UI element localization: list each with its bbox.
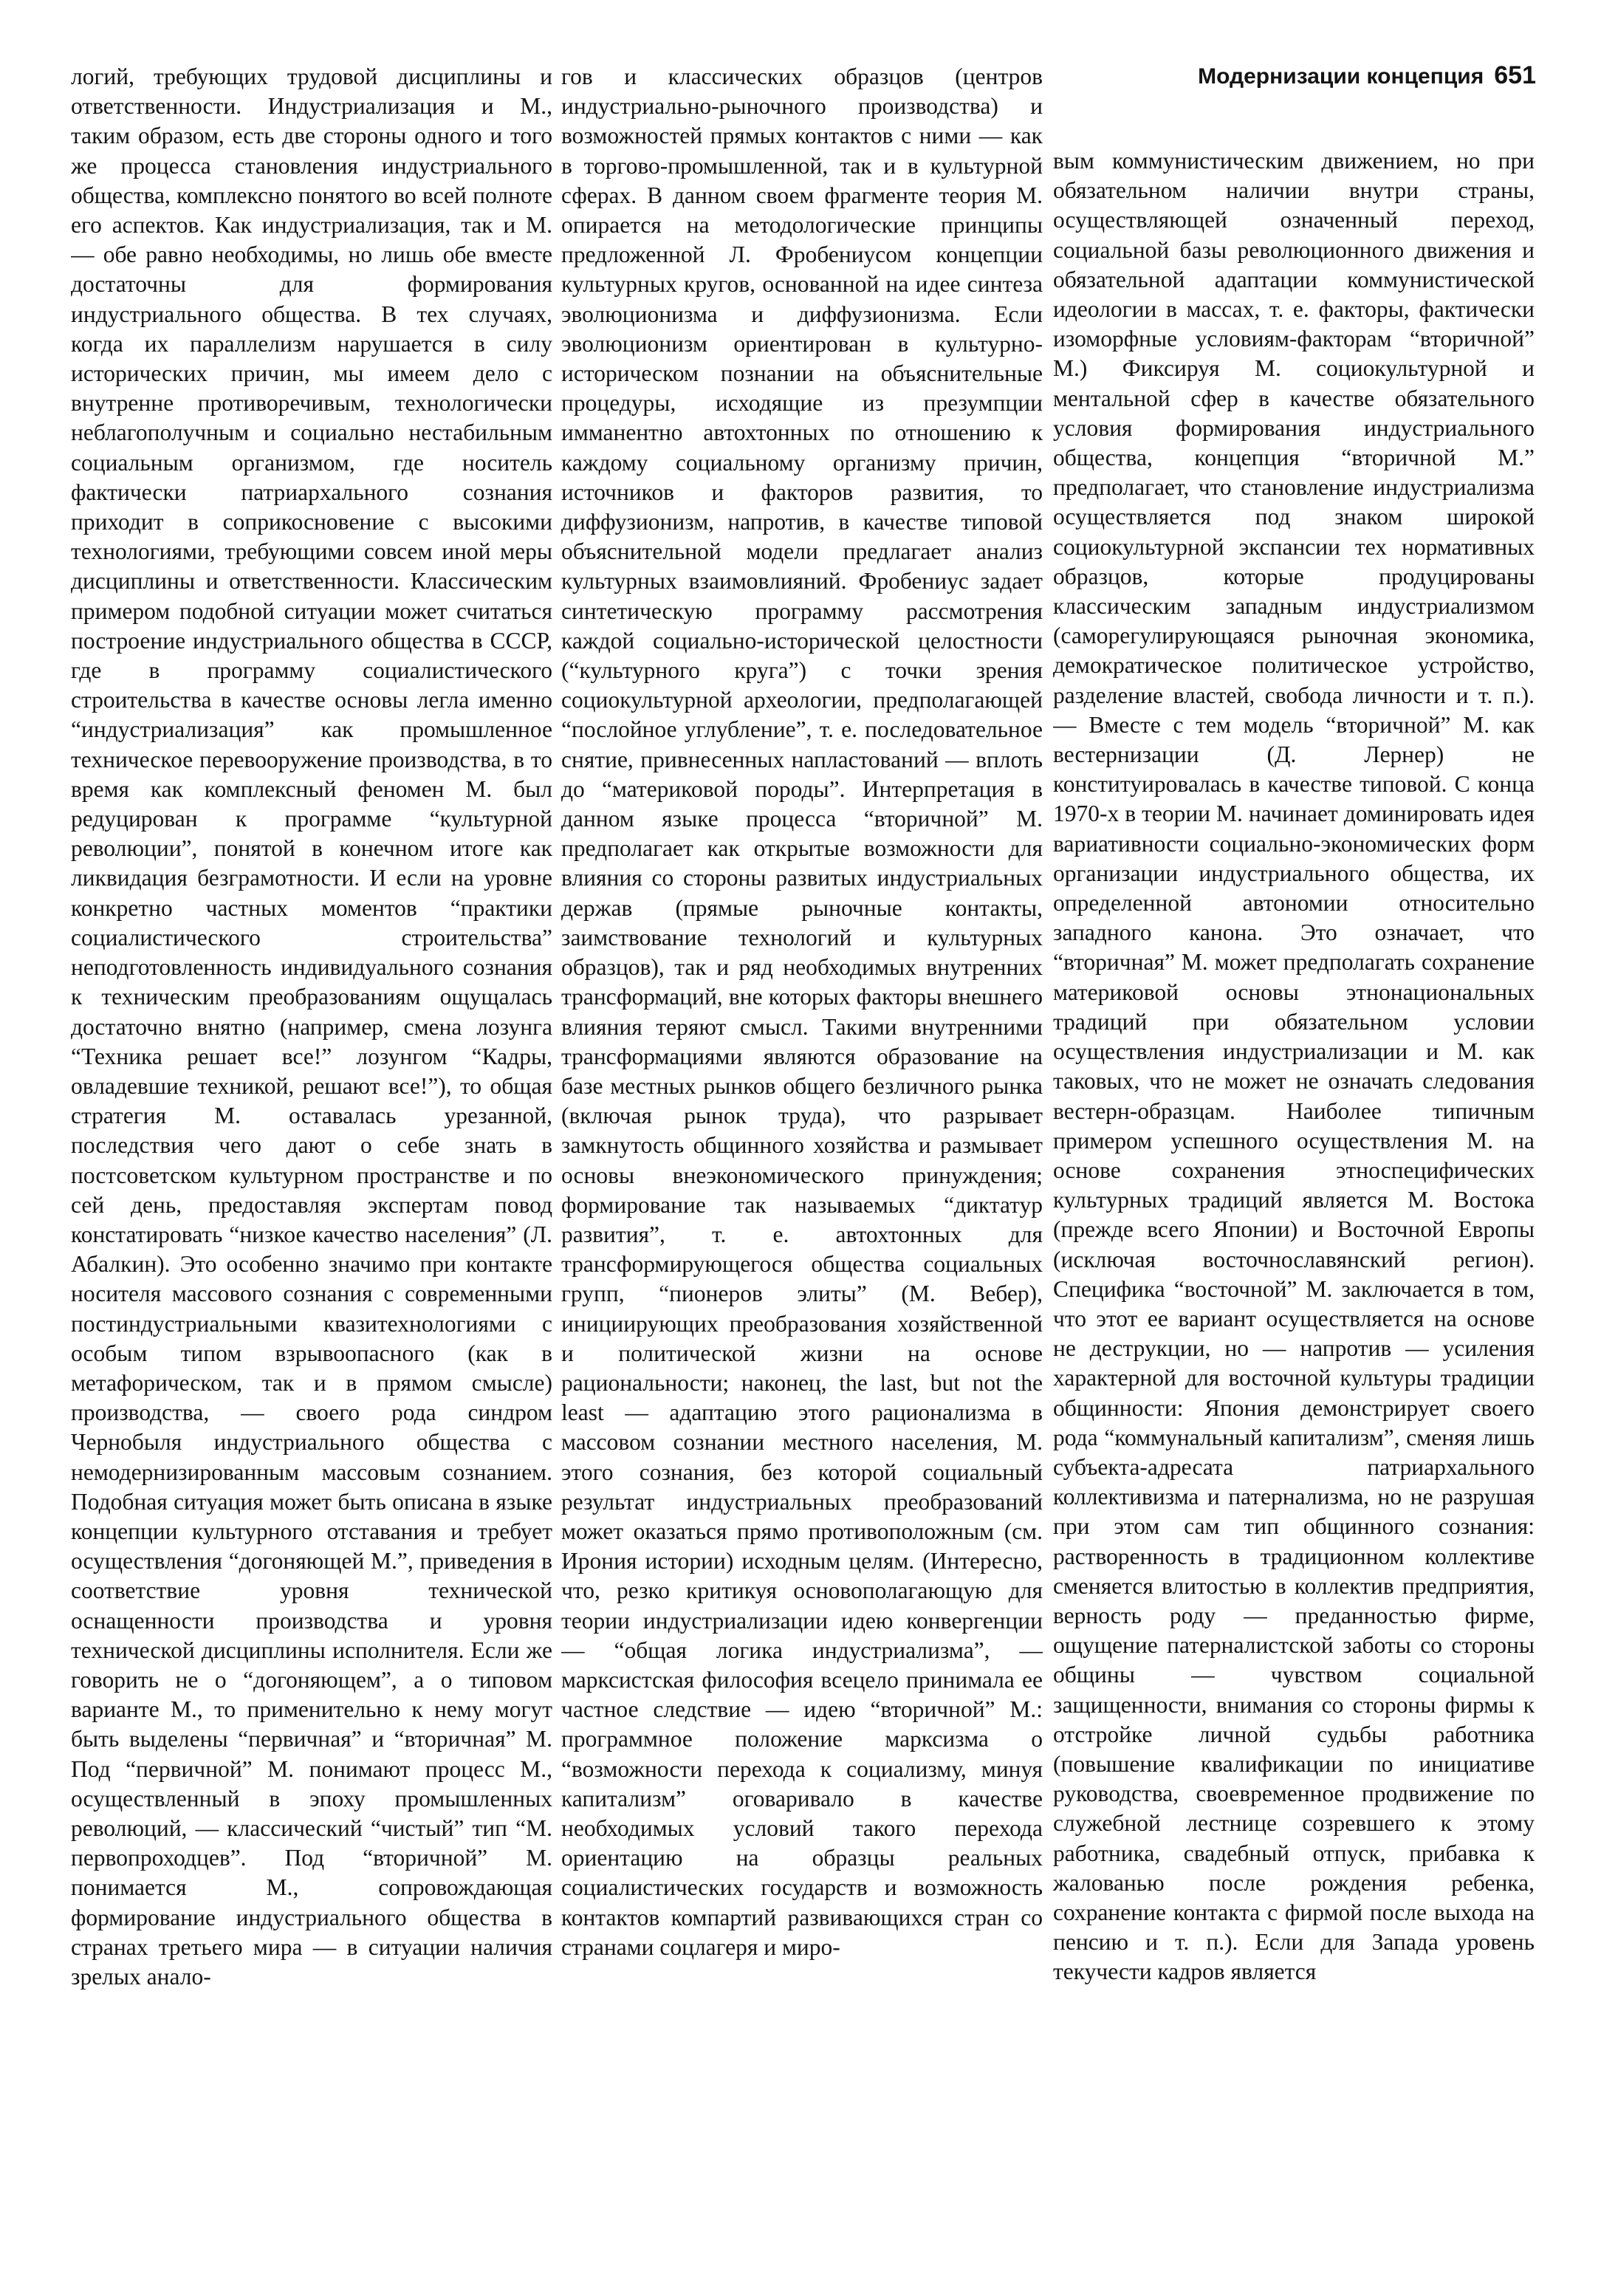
column-text: логий, требующих трудовой дисциплины и ответственности. Индустриализация и М., таким образом, есть две стороны одного и того же процесса становления индустриального общества, комплексно понятого во всей полноте его аспектов. Как индустриализация, так и М. — обе равно необходимы, но лишь обе вместе достаточны для формирования индустриального общества. В тех случаях, когда их параллелизм нарушается в силу исторических причин, мы имеем дело с внутренне противоречивым, технологически неблагополучным и социально нестабильным социальным организмом, где носитель фактически патриархального сознания приходит в соприкосновение с высокими технологиями, требующими совсем иной меры дисциплины и ответственности. Классическим примером подобной ситуации может считаться построение индустриального общества в СССР, где в программу социалистического строительства в качестве основы легла именно “индустриализация” как промышленное техническое перевооружение производства, в то время как комплексный феномен М. был редуцирован к программе “культурной революции”, понятой в конечном итоге как ликвидация безграмотности. И если на уровне конкретно частных моментов “практики социалистического строительства” неподготовленность индивидуального сознания к техническим преобразованиям ощущалась достаточно внятно (например, смена лозунга “Техника решает все!” лозунгом “Кадры, овладевшие техникой, решают все!”), то общая стратегия М. оставалась урезанной, последствия чего дают о себе знать в постсоветском культурном пространстве и по сей день, предоставляя экспертам повод констатировать “низкое качество населения” (Л. Абалкин). Это особенно значимо при контакте носителя массового сознания с современными постиндустриальными квазитехнологиями с особым типом взрывоопасного (как в метафорическом, так и в прямом смысле) производства, — своего рода синдром Чернобыля индустриального общества с немодернизированным массовым сознанием. Подобная ситуация может быть описана в языке концепции культурного отставания и требует осуществления “догоняющей М.”, приведения в соответствие уровня технической оснащенности производства и уровня технической дисциплины исполнителя. Если же говорить не о “догоняющем”, а о типовом варианте М., то применительно к нему могут быть выделены “первичная” и “вторичная” М. Под “первичной” М. понимают процесс М., осуществленный в эпоху промышленных революций, — классический “чистый” тип “М. первопроходцев”. Под “вторичной” М. понимается М., сопровождающая формирование индустриального общества в странах третьего мира — в ситуации наличия зрелых анало- [71, 64, 552, 1990]
column-text: гов и классических образцов (центров индустриально-рыночного производства) и возможностей прямых контактов с ними — как в торгово-промышленной, так и в культурной сферах. В данном своем фрагменте теория М. опирается на методологические принципы предложенной Л. Фробениусом концепции культурных кругов, основанной на идее синтеза эволюционизма и диффузионизма. Если эволюционизм ориентирован в культурно-историческом познании на объяснительные процедуры, исходящие из презумпции имманентно автохтонных по отношению к каждому социальному организму причин, источников и факторов развития, то диффузионизм, напротив, в качестве типовой объяснительной модели предлагает анализ культурных взаимовлияний. Фробениус задает синтетическую программу рассмотрения каждой социально-исторической целостности (“культурного круга”) с точки зрения социокультурной археологии, предполагающей “послойное углубление”, т. е. последовательное снятие, привнесенных напластований — вплоть до “материковой породы”. Интерпретация в данном языке процесса “вторичной” М. предполагает как открытые возможности для влияния со стороны развитых индустриальных держав (прямые рыночные контакты, заимствование технологий и культурных образцов), так и ряд необходимых внутренних трансформаций, вне которых факторы внешнего влияния теряют смысл. Такими внутренними трансформациями являются образование на базе местных рынков общего безличного рынка (включая рынок труда), что разрывает замкнутость общинного хозяйства и размывает основы внеэкономического принуждения; формирование так называемых “диктатур развития”, т. е. автохтонных для трансформирующегося общества социальных групп, “пионеров элиты” (М. Вебер), инициирующих преобразования хозяйственной и политической жизни на основе рациональности; наконец, the last, but not the least — адаптацию этого рационализма в массовом сознании местного населения, М. этого сознания, без которой социальный результат индустриальных преобразований может оказаться прямо противоположным (см. Ирония истории) исходным целям. (Интересно, что, резко критикуя основополагающую для теории индустриализации идею конвергенции — “общая логика индустриализма”, — марксистская философия всецело принимала ее частное следствие — идею “вторичной” М.: программное положение марксизма о “возможности перехода к социализму, минуя капитализм” оговаривало в качестве необходимых условий такого перехода ориентацию на образцы реальных социалистических государств и возможность контактов компартий развивающихся стран со странами соцлагеря и миро- [561, 64, 1043, 1960]
page-number: 651 [1494, 61, 1536, 89]
text-column-right [1053, 146, 1535, 2263]
text-column-middle [561, 62, 1043, 2263]
running-title: Модернизации концепция [1198, 64, 1484, 89]
text-column-left [71, 62, 552, 2263]
running-head [1063, 62, 1536, 90]
column-text: вым коммунистическим движением, но при обязательном наличии внутри страны, осуществляющей означенный переход, социальной базы революционного движения и обязательной адаптации коммунистической идеологии в массах, т. е. факторы, фактически изоморфные условиям-факторам “вторичной” М.) Фиксируя М. социокультурной и ментальной сфер в качестве обязательного условия формирования индустриального общества, концепция “вторичной М.” предполагает, что становление индустриализма осуществляется под знаком широкой социокультурной экспансии тех нормативных образцов, которые продуцированы классическим западным индустриализмом (саморегулирующаяся рыночная экономика, демократическое политическое устройство, разделение властей, свобода личности и т. п.). — Вместе с тем модель “вторичной” М. как вестернизации (Д. Лернер) не конституировалась в качестве типовой. С конца 1970-х в теории М. начинает доминировать идея вариативности социально-экономических форм организации индустриального общества, их определенной автономии относительно западного канона. Это означает, что “вторичная” М. может предполагать сохранение материковой основы этнонациональных традиций при обязательном условии осуществления индустриализации и М. как таковых, что не может не означать следования вестерн-образцам. Наиболее типичным примером успешного осуществления М. на основе сохранения этноспецифических культурных традиций является М. Востока (прежде всего Японии) и Восточной Европы (исключая восточнославянский регион). Специфика “восточной” М. заключается в том, что этот ее вариант осуществляется на основе не деструкции, но — напротив — усиления характерной для восточной культуры традиции общинности: Япония демонстрирует своего рода “коммунальный капитализм”, сменяя лишь субъекта-адресата патриархального коллективизма и патернализма, но не разрушая при этом сам тип общинного сознания: растворенность в традиционном коллективе сменяется влитостью в коллектив предприятия, верность роду — преданностью фирме, ощущение патерналистской заботы со стороны общины — чувством социальной защищенности, внимания со стороны фирмы к отстройке личной судьбы работника (повышение квалификации по инициативе руководства, своевременное продвижение по служебной лестнице созревшего к этому работника, свадебный отпуск, прибавка к жалованью после рождения ребенка, сохранение контакта с фирмой после выхода на пенсию и т. п.). Если для Запада уровень текучести кадров является [1053, 148, 1535, 1985]
